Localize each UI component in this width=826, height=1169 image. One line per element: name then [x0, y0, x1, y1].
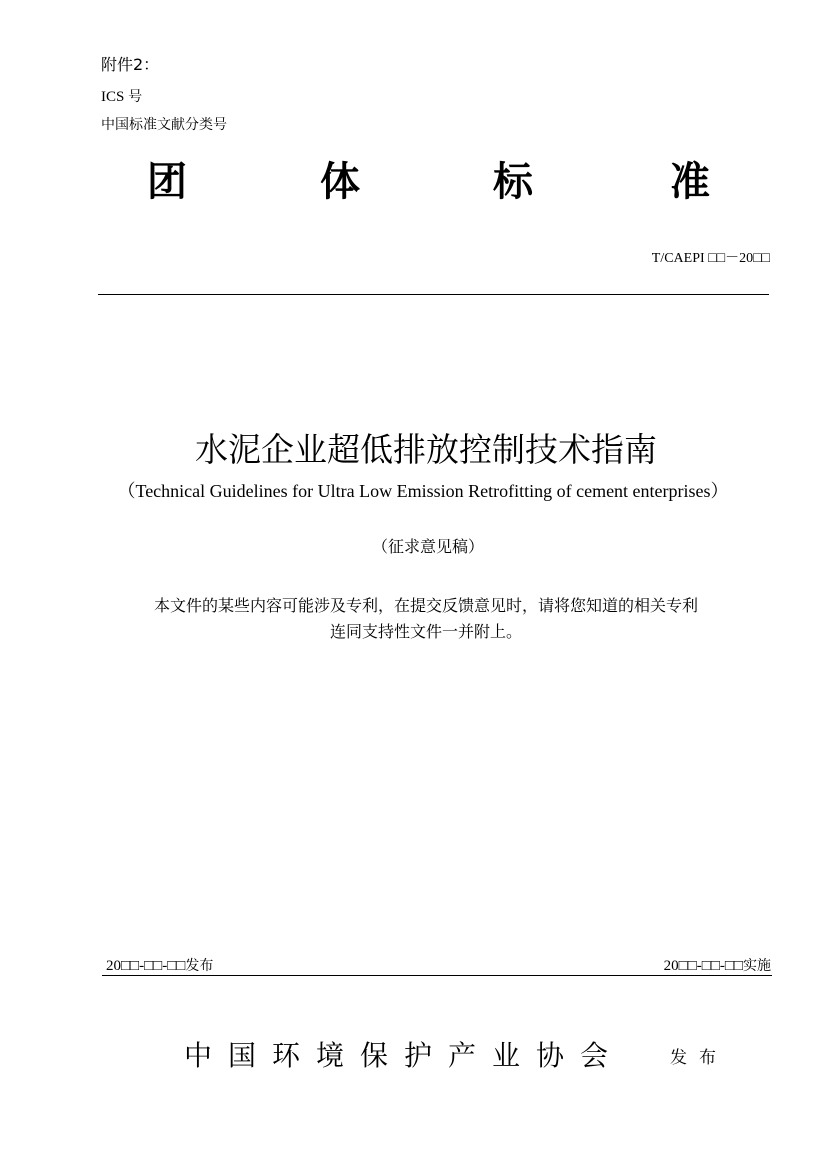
patent-notice-line-1: 本文件的某些内容可能涉及专利，在提交反馈意见时，请将您知道的相关专利: [153, 596, 698, 615]
standard-number: T/CAEPI □□－20□□: [651, 251, 770, 266]
bottom-divider: [102, 975, 772, 976]
clc-number-label: 中国标准文献分类号: [101, 117, 227, 133]
document-subtitle: （Technical Guidelines for Ultra Low Emission Retrofitting of cement enterprises）: [117, 481, 729, 501]
patent-notice-line-2: 连同支持性文件一并附上。: [329, 622, 522, 641]
implement-date-label: 实施: [743, 958, 771, 974]
standard-type-char: 体: [320, 159, 360, 205]
draft-label: （征求意见稿）: [371, 537, 484, 556]
publish-date-label: 发布: [185, 958, 214, 974]
attachment-label: 附件2：: [101, 55, 160, 74]
document-title: 水泥企业超低排放控制技术指南: [195, 430, 657, 469]
standard-type-heading: [100, 152, 760, 212]
publish-word: 发布: [670, 1048, 728, 1068]
ics-suffix: 号: [128, 89, 143, 105]
standard-type-char: 准: [670, 159, 710, 205]
implement-date-value: 20□□-□□-□□: [663, 958, 743, 974]
top-divider: [98, 294, 769, 295]
publish-date: [106, 955, 213, 975]
implement-date: [664, 955, 771, 975]
ics-number-label: [101, 86, 142, 106]
ics-prefix: ICS: [101, 89, 125, 105]
publish-date-value: 20□□-□□-□□: [106, 958, 186, 974]
publisher-name: 中国环境保护产业协会: [184, 1039, 625, 1072]
patent-notice: [0, 593, 826, 645]
standard-type-char: 团: [147, 159, 187, 205]
standard-type-char: 标: [493, 159, 533, 205]
